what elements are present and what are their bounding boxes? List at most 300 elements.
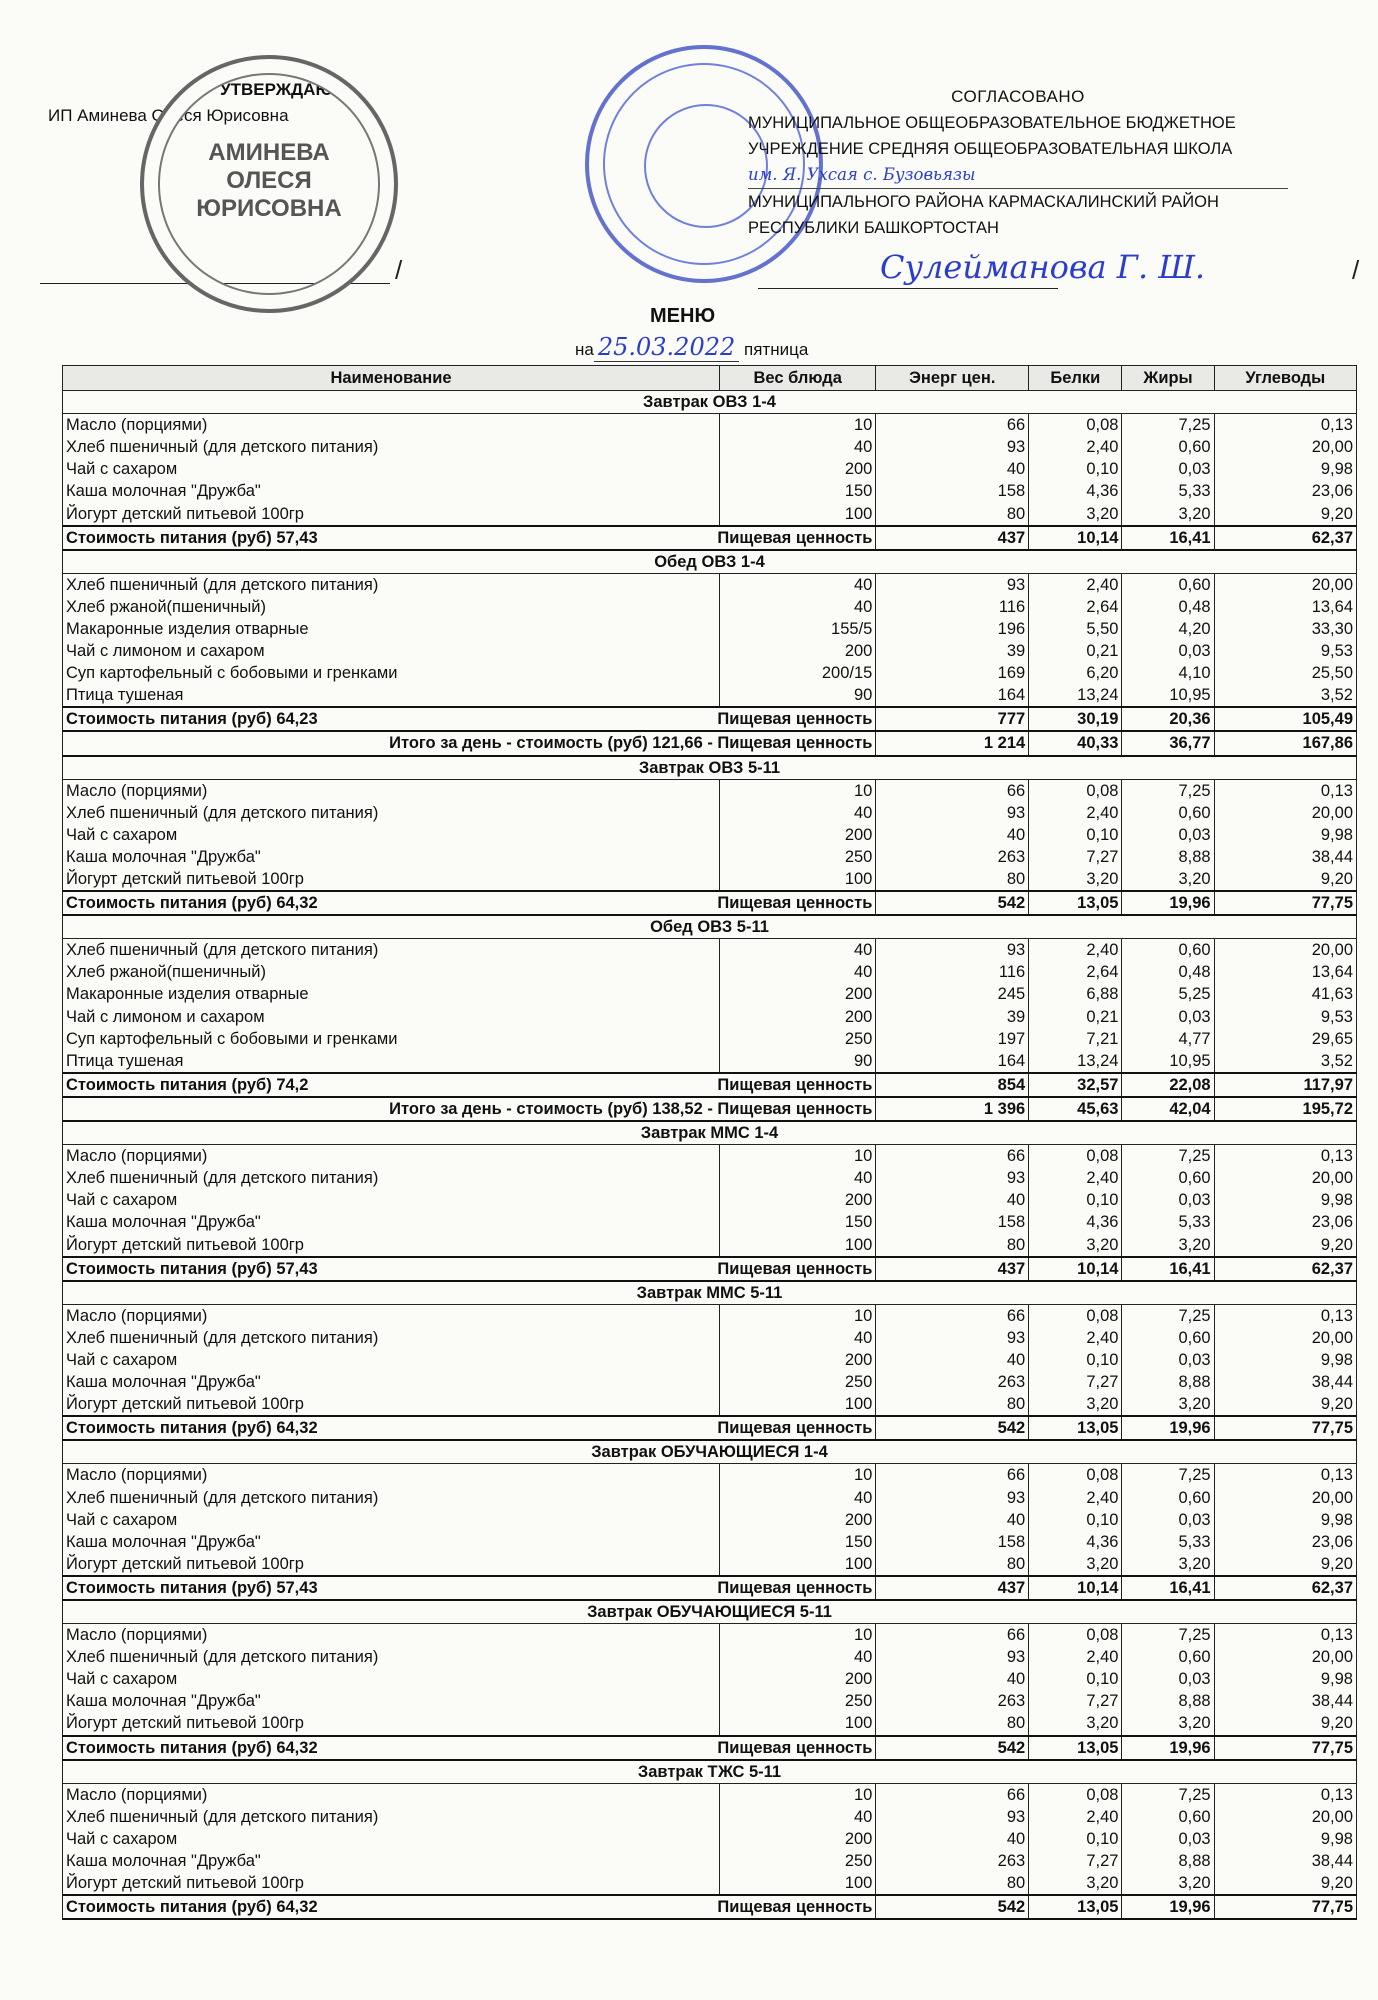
total-carbs: 105,49 [1214,707,1356,731]
dish-carbs: 3,52 [1214,1050,1356,1073]
dish-name: Йогурт детский питьевой 100гр [63,1712,720,1735]
dish-energy: 40 [876,824,1029,846]
dish-weight: 250 [720,846,876,868]
dish-energy: 39 [876,1006,1029,1028]
table-row [63,1167,1357,1189]
approve-label: УТВЕРЖДАЮ [220,80,333,99]
day-total-carbs: 167,86 [1214,731,1356,755]
dish-name: Масло (порциями) [63,1624,720,1647]
dish-protein: 2,40 [1029,1806,1122,1828]
dish-fat: 0,60 [1122,1327,1214,1349]
dish-fat: 7,25 [1122,1783,1214,1806]
agreed-label: СОГЛАСОВАНО [951,87,1085,106]
dish-carbs: 0,13 [1214,1464,1356,1487]
dish-name: Чай с сахаром [63,1349,720,1371]
dish-energy: 80 [876,868,1029,891]
dish-energy: 263 [876,1371,1029,1393]
dish-carbs: 0,13 [1214,779,1356,802]
total-protein: 13,05 [1029,1416,1122,1440]
dish-name: Йогурт детский питьевой 100гр [63,1233,720,1256]
dish-name: Масло (порциями) [63,1145,720,1168]
approver-stamp [140,55,398,313]
menu-body [63,391,1357,1920]
table-row [63,1028,1357,1050]
total-protein: 13,05 [1029,1736,1122,1760]
total-energy: 437 [876,1257,1029,1281]
dish-weight: 200 [720,1349,876,1371]
dish-energy: 93 [876,1487,1029,1509]
section-header [63,1600,1357,1624]
dish-fat: 0,60 [1122,436,1214,458]
dish-weight: 40 [720,1167,876,1189]
dish-fat: 4,10 [1122,662,1214,684]
total-row [63,707,1357,731]
dish-protein: 0,10 [1029,824,1122,846]
dish-name: Каша молочная "Дружба" [63,1371,720,1393]
dish-carbs: 0,13 [1214,414,1356,437]
dish-weight: 250 [720,1028,876,1050]
dish-protein: 0,08 [1029,1304,1122,1327]
nutrition-label: Пищевая ценность [717,894,873,913]
dish-protein: 3,20 [1029,1233,1122,1256]
section-title: Обед ОВЗ 5-11 [63,915,1357,939]
table-row [63,618,1357,640]
dish-carbs: 9,98 [1214,1509,1356,1531]
dish-fat: 0,60 [1122,802,1214,824]
table-row [63,1145,1357,1168]
dish-protein: 6,88 [1029,983,1122,1005]
table-row [63,1487,1357,1509]
section-title: Завтрак ОВЗ 1-4 [63,391,1357,414]
meal-cost [63,1576,876,1600]
day-total-protein: 45,63 [1029,1097,1122,1121]
dish-energy: 158 [876,1211,1029,1233]
total-fat: 22,08 [1122,1073,1214,1097]
dish-carbs: 9,20 [1214,1872,1356,1895]
col-name: Наименование [63,366,720,391]
table-row [63,939,1357,962]
dish-energy: 66 [876,1624,1029,1647]
dish-fat: 5,25 [1122,983,1214,1005]
dish-fat: 0,60 [1122,1646,1214,1668]
dish-weight: 100 [720,1233,876,1256]
dish-name: Йогурт детский питьевой 100гр [63,868,720,891]
approver-name: ИП Аминева Олеся Юрисовна [48,106,289,125]
meal-cost-text: Стоимость питания (руб) 57,43 [66,1578,318,1597]
dish-fat: 0,03 [1122,640,1214,662]
dish-carbs: 9,98 [1214,458,1356,480]
dish-fat: 3,20 [1122,1233,1214,1256]
dish-fat: 7,25 [1122,1464,1214,1487]
dish-carbs: 20,00 [1214,1487,1356,1509]
dish-name: Суп картофельный с бобовыми и гренками [63,1028,720,1050]
slash-mark: / [395,255,403,285]
meal-cost [63,1736,876,1760]
day-total-row [63,1097,1357,1121]
dish-fat: 0,03 [1122,1668,1214,1690]
table-row [63,1006,1357,1028]
dish-weight: 10 [720,1464,876,1487]
table-row [63,1327,1357,1349]
menu-date [575,333,808,361]
dish-fat: 3,20 [1122,1553,1214,1576]
dish-weight: 40 [720,1806,876,1828]
dish-protein: 2,40 [1029,436,1122,458]
dish-weight: 10 [720,1783,876,1806]
total-protein: 10,14 [1029,1576,1122,1600]
table-row [63,802,1357,824]
dish-fat: 3,20 [1122,868,1214,891]
dish-fat: 10,95 [1122,1050,1214,1073]
dish-carbs: 9,98 [1214,1668,1356,1690]
section-title: Завтрак ММС 5-11 [63,1281,1357,1305]
dish-name: Макаронные изделия отварные [63,983,720,1005]
dish-carbs: 13,64 [1214,596,1356,618]
dish-fat: 7,25 [1122,414,1214,437]
table-row [63,824,1357,846]
total-fat: 19,96 [1122,1736,1214,1760]
dish-protein: 2,64 [1029,961,1122,983]
dish-name: Хлеб пшеничный (для детского питания) [63,1167,720,1189]
dish-protein: 0,08 [1029,1145,1122,1168]
meal-cost-text: Стоимость питания (руб) 57,43 [66,1259,318,1278]
org-line: РЕСПУБЛИКИ БАШКОРТОСТАН [748,219,999,237]
table-row [63,1646,1357,1668]
table-row [63,1349,1357,1371]
dish-carbs: 0,13 [1214,1783,1356,1806]
day-total-energy: 1 214 [876,731,1029,755]
total-protein: 10,14 [1029,1257,1122,1281]
dish-protein: 0,10 [1029,1509,1122,1531]
total-energy: 437 [876,1576,1029,1600]
dish-name: Чай с лимоном и сахаром [63,1006,720,1028]
meal-cost [63,1895,876,1919]
section-header [63,391,1357,414]
dish-name: Чай с сахаром [63,458,720,480]
dish-weight: 40 [720,573,876,596]
dish-fat: 0,03 [1122,1509,1214,1531]
dish-weight: 100 [720,1393,876,1416]
table-row [63,458,1357,480]
table-header [63,366,1357,391]
dish-fat: 0,03 [1122,1189,1214,1211]
day-total-row [63,731,1357,755]
dish-protein: 0,10 [1029,1349,1122,1371]
dish-energy: 80 [876,1553,1029,1576]
dish-carbs: 0,13 [1214,1304,1356,1327]
dish-carbs: 9,98 [1214,1349,1356,1371]
dish-fat: 8,88 [1122,846,1214,868]
dish-protein: 2,40 [1029,1327,1122,1349]
dish-energy: 80 [876,502,1029,525]
dish-weight: 200 [720,1828,876,1850]
meal-cost-text: Стоимость питания (руб) 64,32 [66,894,318,913]
dish-energy: 197 [876,1028,1029,1050]
dish-fat: 7,25 [1122,1624,1214,1647]
dish-carbs: 23,06 [1214,1531,1356,1553]
dish-energy: 196 [876,618,1029,640]
dish-name: Хлеб ржаной(пшеничный) [63,961,720,983]
dish-energy: 93 [876,1646,1029,1668]
dish-carbs: 25,50 [1214,662,1356,684]
weekday: пятница [744,340,809,359]
total-energy: 854 [876,1073,1029,1097]
dish-weight: 10 [720,414,876,437]
col-weight: Вес блюда [720,366,876,391]
dish-energy: 158 [876,480,1029,502]
dish-carbs: 20,00 [1214,1646,1356,1668]
dish-name: Масло (порциями) [63,1464,720,1487]
dish-weight: 100 [720,1712,876,1735]
dish-protein: 2,40 [1029,1487,1122,1509]
dish-energy: 66 [876,1464,1029,1487]
dish-carbs: 9,53 [1214,1006,1356,1028]
dish-protein: 7,21 [1029,1028,1122,1050]
meal-cost-text: Стоимость питания (руб) 64,23 [66,710,318,729]
total-energy: 542 [876,1895,1029,1919]
dish-fat: 4,20 [1122,618,1214,640]
dish-weight: 40 [720,596,876,618]
dish-carbs: 9,20 [1214,1233,1356,1256]
total-protein: 32,57 [1029,1073,1122,1097]
dish-carbs: 41,63 [1214,983,1356,1005]
total-energy: 777 [876,707,1029,731]
dish-weight: 250 [720,1371,876,1393]
dish-energy: 66 [876,414,1029,437]
dish-weight: 90 [720,684,876,707]
dish-protein: 2,40 [1029,1646,1122,1668]
table-row [63,1712,1357,1735]
dish-carbs: 13,64 [1214,961,1356,983]
dish-carbs: 9,20 [1214,502,1356,525]
total-energy: 542 [876,891,1029,915]
meal-cost [63,1073,876,1097]
dish-carbs: 9,98 [1214,1828,1356,1850]
table-row [63,961,1357,983]
table-row [63,436,1357,458]
dish-weight: 150 [720,1531,876,1553]
table-row [63,1233,1357,1256]
section-header [63,1121,1357,1145]
dish-fat: 3,20 [1122,1872,1214,1895]
day-total-fat: 36,77 [1122,731,1214,755]
section-title: Завтрак ОБУЧАЮЩИЕСЯ 1-4 [63,1440,1357,1464]
dish-name: Хлеб пшеничный (для детского питания) [63,1806,720,1828]
dish-fat: 3,20 [1122,1393,1214,1416]
dish-carbs: 20,00 [1214,802,1356,824]
dish-carbs: 38,44 [1214,1371,1356,1393]
total-row [63,1073,1357,1097]
table-row [63,1189,1357,1211]
dish-energy: 40 [876,1828,1029,1850]
section-header [63,1281,1357,1305]
total-carbs: 62,37 [1214,1576,1356,1600]
dish-energy: 66 [876,1145,1029,1168]
dish-weight: 250 [720,1850,876,1872]
total-fat: 19,96 [1122,891,1214,915]
total-fat: 19,96 [1122,1416,1214,1440]
dish-fat: 4,77 [1122,1028,1214,1050]
dish-energy: 93 [876,939,1029,962]
dish-carbs: 20,00 [1214,1806,1356,1828]
table-row [63,414,1357,437]
dish-fat: 8,88 [1122,1690,1214,1712]
dish-weight: 40 [720,1646,876,1668]
total-carbs: 62,37 [1214,1257,1356,1281]
dish-name: Йогурт детский питьевой 100гр [63,1872,720,1895]
dish-energy: 158 [876,1531,1029,1553]
nutrition-label: Пищевая ценность [717,1419,873,1438]
director-signature-line [758,288,1058,289]
total-energy: 542 [876,1736,1029,1760]
dish-protein: 0,10 [1029,1668,1122,1690]
col-fat: Жиры [1122,366,1214,391]
section-title: Обед ОВЗ 1-4 [63,550,1357,574]
section-header [63,550,1357,574]
dish-name: Каша молочная "Дружба" [63,1690,720,1712]
dish-protein: 3,20 [1029,1712,1122,1735]
dish-protein: 0,10 [1029,1828,1122,1850]
dish-protein: 0,10 [1029,458,1122,480]
dish-name: Суп картофельный с бобовыми и гренками [63,662,720,684]
dish-weight: 10 [720,779,876,802]
dish-energy: 40 [876,1509,1029,1531]
table-row [63,480,1357,502]
section-header [63,1760,1357,1784]
dish-name: Макаронные изделия отварные [63,618,720,640]
col-energy: Энерг цен. [876,366,1029,391]
dish-protein: 3,20 [1029,1553,1122,1576]
total-carbs: 62,37 [1214,526,1356,550]
dish-fat: 0,60 [1122,1167,1214,1189]
dish-carbs: 23,06 [1214,480,1356,502]
dish-name: Чай с сахаром [63,1668,720,1690]
dish-protein: 4,36 [1029,480,1122,502]
section-title: Завтрак ММС 1-4 [63,1121,1357,1145]
dish-energy: 80 [876,1393,1029,1416]
dish-weight: 40 [720,436,876,458]
dish-fat: 5,33 [1122,480,1214,502]
dish-carbs: 9,98 [1214,1189,1356,1211]
dish-carbs: 9,20 [1214,868,1356,891]
dish-protein: 0,08 [1029,1624,1122,1647]
dish-energy: 93 [876,802,1029,824]
dish-weight: 200 [720,1668,876,1690]
table-row [63,1668,1357,1690]
dish-carbs: 20,00 [1214,1167,1356,1189]
dish-name: Каша молочная "Дружба" [63,1211,720,1233]
dish-name: Чай с сахаром [63,1509,720,1531]
dish-weight: 10 [720,1624,876,1647]
dish-name: Чай с сахаром [63,1189,720,1211]
total-row [63,526,1357,550]
table-row [63,1872,1357,1895]
dish-name: Хлеб пшеничный (для детского питания) [63,939,720,962]
day-total-label: Итого за день - стоимость (руб) 121,66 - Пищевая ценность [63,731,876,755]
dish-protein: 7,27 [1029,1850,1122,1872]
total-row [63,1576,1357,1600]
table-row [63,1553,1357,1576]
dish-protein: 3,20 [1029,1872,1122,1895]
dish-fat: 0,48 [1122,961,1214,983]
dish-protein: 7,27 [1029,1690,1122,1712]
meal-cost [63,707,876,731]
dish-name: Хлеб пшеничный (для детского питания) [63,802,720,824]
dish-fat: 5,33 [1122,1531,1214,1553]
dish-protein: 5,50 [1029,618,1122,640]
dish-name: Хлеб пшеничный (для детского питания) [63,1487,720,1509]
meal-cost-text: Стоимость питания (руб) 64,32 [66,1419,318,1438]
dish-fat: 5,33 [1122,1211,1214,1233]
table-row [63,1690,1357,1712]
dish-protein: 0,21 [1029,1006,1122,1028]
table-row [63,502,1357,525]
table-row [63,846,1357,868]
meal-cost [63,1257,876,1281]
date-value: 25.03.2022 [594,333,739,362]
day-total-fat: 42,04 [1122,1097,1214,1121]
meal-cost [63,1416,876,1440]
dish-fat: 0,03 [1122,458,1214,480]
dish-name: Йогурт детский питьевой 100гр [63,1553,720,1576]
dish-name: Каша молочная "Дружба" [63,1850,720,1872]
meal-cost [63,891,876,915]
table-row [63,1304,1357,1327]
dish-energy: 93 [876,1327,1029,1349]
dish-name: Птица тушеная [63,684,720,707]
nutrition-label: Пищевая ценность [717,1738,873,1757]
dish-weight: 40 [720,802,876,824]
dish-fat: 10,95 [1122,684,1214,707]
agreement-block [748,84,1288,241]
table-row [63,1850,1357,1872]
director-signature: Сулейманова Г. Ш. [880,248,1206,286]
day-total-energy: 1 396 [876,1097,1029,1121]
dish-energy: 40 [876,1349,1029,1371]
dish-protein: 13,24 [1029,684,1122,707]
section-header [63,756,1357,780]
dish-energy: 93 [876,1806,1029,1828]
dish-protein: 6,20 [1029,662,1122,684]
page-title: МЕНЮ [650,305,716,327]
dish-protein: 0,21 [1029,640,1122,662]
dish-weight: 40 [720,939,876,962]
dish-carbs: 0,13 [1214,1145,1356,1168]
table-row [63,640,1357,662]
total-carbs: 77,75 [1214,891,1356,915]
dish-weight: 200 [720,1006,876,1028]
dish-name: Масло (порциями) [63,1783,720,1806]
table-row [63,779,1357,802]
nutrition-label: Пищевая ценность [717,710,873,729]
dish-fat: 0,03 [1122,1349,1214,1371]
nutrition-label: Пищевая ценность [717,1578,873,1597]
dish-name: Масло (порциями) [63,414,720,437]
day-total-label: Итого за день - стоимость (руб) 138,52 - Пищевая ценность [63,1097,876,1121]
table-row [63,1371,1357,1393]
total-energy: 542 [876,1416,1029,1440]
dish-weight: 100 [720,1872,876,1895]
dish-fat: 7,25 [1122,1304,1214,1327]
stamp-line-3: ЮРИСОВНА [196,195,342,222]
dish-carbs: 3,52 [1214,684,1356,707]
dish-protein: 0,08 [1029,779,1122,802]
dish-fat: 8,88 [1122,1371,1214,1393]
dish-carbs: 38,44 [1214,846,1356,868]
table-row [63,684,1357,707]
total-protein: 13,05 [1029,1895,1122,1919]
table-row [63,1624,1357,1647]
